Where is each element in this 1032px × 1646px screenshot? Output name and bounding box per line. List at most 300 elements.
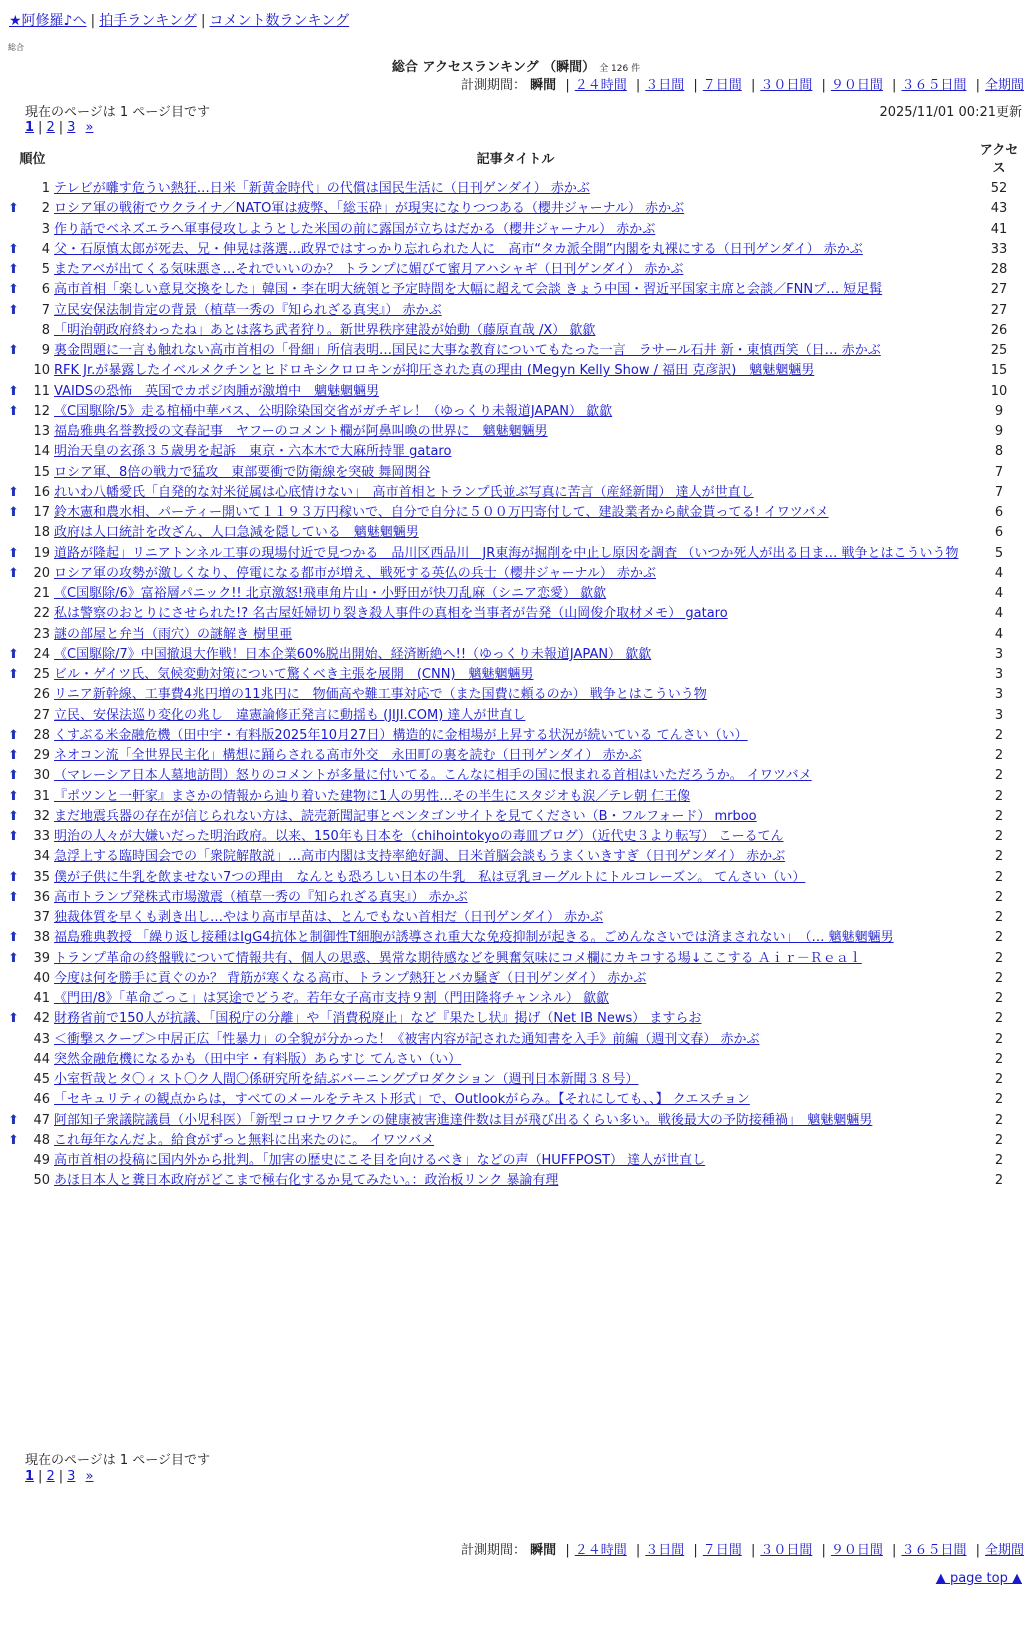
period-7d-link[interactable]: ７日間 <box>702 78 742 93</box>
table-row <box>8 726 1020 746</box>
pager-page-3[interactable]: 3 <box>67 1469 76 1484</box>
rank-number: 19 <box>33 545 51 561</box>
rank-number: 39 <box>33 950 51 966</box>
article-title-link[interactable]: 阿部知子衆議院議員（小児科医）「新型コロナワクチンの健康被害進達件数は目が飛び出るくらい多い。戦後最大の予防接種禍」 魑魅魍魎男 <box>54 1112 873 1128</box>
title-cell <box>53 928 978 948</box>
period-90d-link[interactable]: ９０日間 <box>830 78 883 93</box>
rank-change-cell <box>8 503 22 523</box>
access-count: 33 <box>990 241 1008 257</box>
article-title-link[interactable]: 鈴木憲和農水相、パーティー開いて１１９３万円稼いで、自分で自分に５００万円寄付して、建設業者から献金貰ってる! イワツバメ <box>54 505 829 521</box>
pager-page-3[interactable]: 3 <box>67 120 76 135</box>
rank-number: 17 <box>33 505 51 521</box>
access-count: 2 <box>994 1072 1004 1088</box>
article-title-link[interactable]: 突然金融危機になるかも（田中宇・有料版）あらすじ てんさい（い） <box>54 1051 462 1067</box>
article-title-link[interactable]: VAIDSの恐怖 英国でカポジ肉腫が激増中 魑魅魍魎男 <box>54 383 380 399</box>
title-cell <box>53 280 978 300</box>
rank-up-arrow-icon: ⬆ <box>8 484 19 500</box>
access-count: 2 <box>994 748 1004 764</box>
rank-number: 20 <box>33 565 51 581</box>
rank-number: 13 <box>33 424 51 440</box>
home-link[interactable]: ★阿修羅♪へ <box>9 13 87 29</box>
access-count: 25 <box>990 343 1008 359</box>
rank-up-arrow-icon: ⬆ <box>8 727 19 743</box>
rank-change-cell <box>8 220 22 240</box>
access-count: 4 <box>994 606 1004 622</box>
title-cell <box>53 868 978 888</box>
period-current: 瞬間 <box>530 1543 557 1558</box>
period-all-link[interactable]: 全期間 <box>984 1543 1024 1558</box>
table-row <box>8 645 1020 665</box>
rank-number: 30 <box>33 768 51 784</box>
rank-change-cell <box>8 1111 22 1131</box>
article-title-link[interactable]: 道路が隆起」リニアトンネル工事の現場付近で見つかる 品川区西品川 JR東海が掘削を中止し原因を調査 （いつか死人が出る日ま… 戦争とはこういう物 <box>54 545 959 561</box>
page-title-wrap <box>0 56 1032 75</box>
rank-change-cell <box>8 1151 22 1171</box>
article-title-link[interactable]: ＜衝撃スクープ＞中居正広「性暴力」の全貌が分かった！《被害内容が記された通知書を入手》前編（週刊文春） 赤かぶ <box>54 1031 760 1047</box>
pager-page-2[interactable]: 2 <box>46 120 55 135</box>
rank-up-arrow-icon: ⬆ <box>8 505 19 521</box>
period-label: 計測期間： <box>461 78 527 93</box>
period-30d-link[interactable]: ３０日間 <box>760 1543 813 1558</box>
period-all-link[interactable]: 全期間 <box>984 78 1024 93</box>
rank-header: 順位 <box>19 151 46 167</box>
title-cell <box>53 1090 978 1110</box>
rank-change-cell <box>8 1009 22 1029</box>
rank-number: 15 <box>33 464 51 480</box>
article-title-link[interactable]: 『ポツンと一軒家』まさかの情報から辿り着いた建物に1人の男性…その半生にスタジオも涙／テレ朝 仁王像 <box>54 788 691 804</box>
rank-number: 3 <box>41 221 51 237</box>
access-count: 2 <box>994 910 1004 926</box>
access-count: 9 <box>994 424 1004 440</box>
table-row <box>8 1090 1020 1110</box>
rank-change-cell <box>8 361 22 381</box>
rank-change-cell <box>8 1070 22 1090</box>
rank-up-arrow-icon: ⬆ <box>8 748 19 764</box>
period-30d-link[interactable]: ３０日間 <box>760 78 813 93</box>
article-title-link[interactable]: RFK Jr.が暴露したイベルメクチンとヒドロキシクロロキンが抑圧された真の理由 (Megyn Kelly Show / 福田 克彦訳) 魑魅魍魎男 <box>54 363 815 379</box>
rank-up-arrow-icon: ⬆ <box>8 343 19 359</box>
title-cell <box>53 260 978 280</box>
title-cell <box>53 726 978 746</box>
article-title-link[interactable]: 裏金問題に一言も触れない高市首相の「骨細」所信表明…国民に大事な教育についてもたった一言 ラサール石井 新・東慎西笑（日… 赤かぶ <box>54 343 881 359</box>
rank-change-cell <box>8 442 22 462</box>
title-cell <box>53 604 978 624</box>
article-title-link[interactable]: またアベが出てくる気味悪さ…それでいいのか？ トランプに媚びて蜜月アハシャギ（日刊ゲンダイ） 赤かぶ <box>54 262 684 278</box>
ranking-table <box>8 140 1020 1192</box>
access-count: 2 <box>994 869 1004 885</box>
rank-change-cell <box>8 199 22 219</box>
article-title-link[interactable]: ネオコン流「全世界民主化」構想に踊らされる高市外交 永田町の裏を読む（日刊ゲンダイ） 赤かぶ <box>54 748 642 764</box>
access-count: 26 <box>990 322 1008 338</box>
title-cell <box>53 402 978 422</box>
rank-change-cell <box>8 402 22 422</box>
access-count: 2 <box>994 930 1004 946</box>
table-row <box>8 827 1020 847</box>
table-row <box>8 1070 1020 1090</box>
access-count: 3 <box>994 667 1004 683</box>
title-cell <box>53 1070 978 1090</box>
table-row <box>8 706 1020 726</box>
rank-number: 25 <box>33 667 51 683</box>
article-title-link[interactable]: ビル・ゲイツ氏、気候変動対策について驚くべき主張を展開 (CNN) 魑魅魍魎男 <box>54 667 534 683</box>
access-count: 43 <box>990 201 1008 217</box>
table-row <box>8 989 1020 1009</box>
access-count: 2 <box>994 1153 1004 1169</box>
access-count: 15 <box>990 363 1008 379</box>
title-cell <box>53 321 978 341</box>
access-count: 2 <box>994 808 1004 824</box>
rank-change-cell <box>8 746 22 766</box>
rank-change-cell <box>8 1131 22 1151</box>
period-label: 計測期間： <box>461 1543 527 1558</box>
period-90d-link[interactable]: ９０日間 <box>830 1543 883 1558</box>
rank-up-arrow-icon: ⬆ <box>8 889 19 905</box>
access-count: 2 <box>994 788 1004 804</box>
title-cell <box>53 807 978 827</box>
pager-page-2[interactable]: 2 <box>46 1469 55 1484</box>
title-cell <box>53 199 978 219</box>
rank-change-cell <box>8 706 22 726</box>
title-cell <box>53 949 978 969</box>
period-365d-link[interactable]: ３６５日間 <box>901 1543 967 1558</box>
article-title-link[interactable]: 高市トランプ発株式市場激震（植草一秀の『知られざる真実』） 赤かぶ <box>54 889 468 905</box>
title-cell <box>53 1171 978 1191</box>
rank-change-cell <box>8 422 22 442</box>
article-title-link[interactable]: ロシア軍の攻勢が激しくなり、停電になる都市が増え、戦死する英仏の兵士（櫻井ジャーナル） 赤かぶ <box>54 565 657 581</box>
rank-up-arrow-icon: ⬆ <box>8 565 19 581</box>
access-count: 2 <box>994 970 1004 986</box>
rank-change-cell <box>8 847 22 867</box>
table-row <box>8 888 1020 908</box>
table-row <box>8 422 1020 442</box>
access-count: 2 <box>994 768 1004 784</box>
access-count: 2 <box>994 1011 1004 1027</box>
table-row <box>8 179 1020 199</box>
rank-change-cell <box>8 179 22 199</box>
article-title-link[interactable]: ロシア軍の戦術でウクライナ／NATO軍は疲弊、「総玉砕」が現実になりつつある（櫻井ジャーナル） 赤かぶ <box>54 201 685 217</box>
article-title-link[interactable]: 謎の部屋と弁当（雨穴）の謎解き 樹里亜 <box>54 626 293 642</box>
table-row <box>8 402 1020 422</box>
article-title-link[interactable]: テレビが囃す危うい熱狂…日米「新黄金時代」の代償は国民生活に（日刊ゲンダイ） 赤かぶ <box>54 181 590 197</box>
table-row <box>8 1131 1020 1151</box>
rank-change-cell <box>8 908 22 928</box>
access-count: 3 <box>994 687 1004 703</box>
article-title-link[interactable]: あほ日本人と糞日本政府がどこまで極右化するか見てみたい。：政治板リンク 暴論有理 <box>54 1173 559 1189</box>
rank-number: 8 <box>41 322 51 338</box>
table-row <box>8 807 1020 827</box>
period-24h-link[interactable]: ２４時間 <box>574 1543 627 1558</box>
title-cell <box>53 888 978 908</box>
period-24h-link[interactable]: ２４時間 <box>574 78 627 93</box>
rank-up-arrow-icon: ⬆ <box>8 282 19 298</box>
article-title-link[interactable]: 独裁体質を早くも剥き出し…やはり高市早苗は、とんでもない首相だ（日刊ゲンダイ） 赤かぶ <box>54 910 604 926</box>
rank-change-cell <box>8 544 22 564</box>
rank-change-cell <box>8 928 22 948</box>
title-cell <box>53 240 978 260</box>
access-header: アクセス <box>979 143 1019 176</box>
title-cell <box>53 483 978 503</box>
table-row <box>8 584 1020 604</box>
article-title-link[interactable]: 政府は人口統計を改ざん、人口急減を隠している 魑魅魍魎男 <box>54 525 419 541</box>
title-header: 記事タイトル <box>476 151 555 167</box>
title-cell <box>53 1050 978 1070</box>
rank-number: 1 <box>41 181 51 197</box>
article-title-link[interactable]: （マレーシア日本人墓地訪問）怒りのコメントが多量に付いてる。こんなに相手の国に恨まれる首相はいただろうか。 イワツバメ <box>54 768 812 784</box>
rank-up-arrow-icon: ⬆ <box>8 241 19 257</box>
table-row <box>8 321 1020 341</box>
clap-ranking-link[interactable]: 拍手ランキング <box>99 13 197 29</box>
pager-page-1[interactable]: 1 <box>25 120 35 135</box>
rank-change-cell <box>8 240 22 260</box>
rank-up-arrow-icon: ⬆ <box>8 1132 19 1148</box>
rank-number: 36 <box>33 889 51 905</box>
rank-up-arrow-icon: ⬆ <box>8 667 19 683</box>
rank-change-cell <box>8 584 22 604</box>
article-title-link[interactable]: 作り話でベネズエラへ軍事侵攻しようとした米国の前に露国が立ちはだかる（櫻井ジャーナル） 赤かぶ <box>54 221 656 237</box>
rank-change-cell <box>8 523 22 543</box>
article-title-link[interactable]: 明治の人々が大嫌いだった明治政府。以来、150年も日本を（chihointokyoの毒皿ブログ）（近代史３より転写） こーるてん <box>54 829 784 845</box>
article-title-link[interactable]: 今度は何を勝手に貢ぐのか？ 背筋が寒くなる高市、トランプ熱狂とバカ騒ぎ（日刊ゲンダイ） 赤かぶ <box>54 970 647 986</box>
rank-number: 43 <box>33 1031 51 1047</box>
article-title-link[interactable]: 急浮上する臨時国会での「衆院解散説」…高市内閣は支持率絶好調、日米首脳会談もうまくいきすぎ（日刊ゲンダイ） 赤かぶ <box>54 849 786 865</box>
rank-change-cell <box>8 969 22 989</box>
page-status-top: 現在のページは 1 ページ目です <box>25 105 211 120</box>
table-row <box>8 665 1020 685</box>
table-row <box>8 220 1020 240</box>
table-row <box>8 341 1020 361</box>
rank-change-cell <box>8 463 22 483</box>
table-row <box>8 908 1020 928</box>
table-row <box>8 1111 1020 1131</box>
rank-change-cell <box>8 483 22 503</box>
table-row <box>8 1151 1020 1171</box>
access-count: 2 <box>994 1112 1004 1128</box>
rank-number: 18 <box>33 525 51 541</box>
rank-up-arrow-icon: ⬆ <box>8 829 19 845</box>
category-small-label: 総合 <box>8 43 24 52</box>
rank-number: 49 <box>33 1153 51 1169</box>
article-title-link[interactable]: 私は警察のおとりにさせられた!? 名古屋妊婦切り裂き殺人事件の真相を当事者が告発（山岡俊介取材メモ） gataro <box>54 606 728 622</box>
article-title-link[interactable]: 父・石原慎太郎が死去、兄・伸晃は落選…政界ではすっかり忘れられた人に 高市“タカ派全開”内閣を丸裸にする（日刊ゲンダイ） 赤かぶ <box>54 241 863 257</box>
article-title-link[interactable]: ロシア軍、8倍の戦力で猛攻 東部要衝で防衛線を突破 舞岡関谷 <box>54 464 431 480</box>
title-cell <box>53 1009 978 1029</box>
table-row <box>8 260 1020 280</box>
rank-number: 31 <box>33 788 51 804</box>
rank-change-cell <box>8 280 22 300</box>
table-row <box>8 240 1020 260</box>
access-count: 10 <box>990 383 1008 399</box>
rank-number: 2 <box>41 201 51 217</box>
title-cell <box>53 969 978 989</box>
title-cell <box>53 179 978 199</box>
rank-change-cell <box>8 260 22 280</box>
rank-number: 26 <box>33 687 51 703</box>
title-cell <box>53 503 978 523</box>
table-row <box>8 1050 1020 1070</box>
updated-timestamp: 2025/11/01 00:21更新 <box>879 105 1022 120</box>
title-cell <box>53 685 978 705</box>
rank-up-arrow-icon: ⬆ <box>8 201 19 217</box>
rank-number: 6 <box>41 282 51 298</box>
nav-separator: | <box>200 13 206 29</box>
rank-change-cell <box>8 787 22 807</box>
article-title-link[interactable]: 「セキュリティの観点からは，すべてのメールをテキスト形式」で、Outlookがらみ。【それにしても、、】 クエスチョン <box>54 1092 750 1108</box>
rank-number: 29 <box>33 748 51 764</box>
title-cell <box>53 1151 978 1171</box>
article-title-link[interactable]: まだ地震兵器の存在が信じられない方は、読売新聞記事とペンタゴンサイトを見てください（B・フルフォード） mrboo <box>54 808 757 824</box>
title-cell <box>53 584 978 604</box>
rank-number: 34 <box>33 849 51 865</box>
access-count: 2 <box>994 991 1004 1007</box>
access-count: 4 <box>994 565 1004 581</box>
rank-up-arrow-icon: ⬆ <box>8 1011 19 1027</box>
rank-number: 5 <box>41 262 51 278</box>
title-cell <box>53 422 978 442</box>
rank-change-cell <box>8 1050 22 1070</box>
table-row <box>8 523 1020 543</box>
rank-number: 23 <box>33 626 51 642</box>
title-cell <box>53 341 978 361</box>
pager-next[interactable]: » <box>85 1469 94 1484</box>
rank-change-cell <box>8 382 22 402</box>
article-title-link[interactable]: トランプ革命の終盤戦について情報共有、個人の思惑、異常な期待感などを興奮気味にコメ欄にカキコする場↓ここする Ａｉｒ－Ｒｅａｌ <box>54 950 862 966</box>
table-row <box>8 685 1020 705</box>
rank-number: 45 <box>33 1072 51 1088</box>
table-row <box>8 544 1020 564</box>
period-current: 瞬間 <box>530 78 557 93</box>
title-cell <box>53 706 978 726</box>
rank-up-arrow-icon: ⬆ <box>8 768 19 784</box>
article-title-link[interactable]: 福島雅典名誉教授の文春記事 ヤフーのコメント欄が阿鼻叫喚の世界に 魑魅魍魎男 <box>54 424 548 440</box>
access-count: 2 <box>994 829 1004 845</box>
access-count: 2 <box>994 1092 1004 1108</box>
access-count: 7 <box>994 484 1004 500</box>
pager-bottom: 1 | 2 | 3 » <box>25 1469 94 1484</box>
pager-page-1[interactable]: 1 <box>25 1469 35 1484</box>
access-count: 4 <box>994 586 1004 602</box>
access-count: 27 <box>990 282 1008 298</box>
article-title-link[interactable]: 明治天皇の玄孫３５歳男を起訴 東京・六本木で大麻所持罪 gataro <box>54 444 452 460</box>
table-header-row <box>8 140 1020 179</box>
title-cell <box>53 766 978 786</box>
page-title: 総合 アクセスランキング （瞬間） <box>391 60 596 75</box>
period-365d-link[interactable]: ３６５日間 <box>901 78 967 93</box>
title-cell <box>53 1131 978 1151</box>
article-title-link[interactable]: くすぶる米金融危機（田中宇・有料版2025年10月27日）構造的に金相場が上昇する状況が続いている てんさい（い） <box>54 727 748 743</box>
access-count: 5 <box>994 545 1004 561</box>
table-row <box>8 1030 1020 1050</box>
title-cell <box>53 301 978 321</box>
article-title-link[interactable]: 財務省前で150人が抗議、「国税庁の分離」や「消費税廃止」など『果たし状』掲げ（Net IB News） ますらお <box>54 1011 702 1027</box>
rank-change-cell <box>8 868 22 888</box>
period-7d-link[interactable]: ７日間 <box>702 1543 742 1558</box>
access-count: 28 <box>990 262 1008 278</box>
rank-change-cell <box>8 321 22 341</box>
article-title-link[interactable]: リニア新幹線、工事費4兆円増の11兆円に 物価高や難工事対応で（また国費に頼るのか） 戦争とはこういう物 <box>54 687 707 703</box>
rank-number: 48 <box>33 1132 51 1148</box>
rank-number: 32 <box>33 808 51 824</box>
article-title-link[interactable]: 「明治朝政府終わったね」あとは落ち武者狩り。新世界秩序建設が始動（藤原直哉 /X） 歙歙 <box>54 322 596 338</box>
table-row <box>8 361 1020 381</box>
period-3d-link[interactable]: ３日間 <box>645 1543 685 1558</box>
title-cell <box>53 564 978 584</box>
article-title-link[interactable]: 《C国駆除/7》中国撤退大作戦！日本企業60%脱出開始、経済断絶へ!!（ゆっくり未報道JAPAN） 歙歙 <box>54 646 652 662</box>
rank-up-arrow-icon: ⬆ <box>8 646 19 662</box>
pager-next[interactable]: » <box>85 120 94 135</box>
rank-number: 4 <box>41 241 51 257</box>
page-top-link[interactable]: ▲ page top ▲ <box>935 1571 1022 1586</box>
rank-number: 16 <box>33 484 51 500</box>
rank-up-arrow-icon: ⬆ <box>8 788 19 804</box>
rank-up-arrow-icon: ⬆ <box>8 383 19 399</box>
comment-ranking-link[interactable]: コメント数ランキング <box>209 13 350 29</box>
rank-number: 21 <box>33 586 51 602</box>
table-row <box>8 868 1020 888</box>
table-row <box>8 280 1020 300</box>
rank-up-arrow-icon: ⬆ <box>8 930 19 946</box>
table-row <box>8 787 1020 807</box>
table-row <box>8 301 1020 321</box>
rank-up-arrow-icon: ⬆ <box>8 950 19 966</box>
rank-up-arrow-icon: ⬆ <box>8 545 19 561</box>
rank-number: 37 <box>33 910 51 926</box>
article-title-link[interactable]: 小室哲哉とタ〇ィスト〇ク人間〇係研究所を結ぶバーニングプロダクション（週刊日本新聞３８号） <box>54 1072 639 1088</box>
rank-change-cell <box>8 685 22 705</box>
article-title-link[interactable]: 《C国駆除/5》走る棺桶中華バス、公明除染国交省がガチギレ！（ゆっくり未報道JAPAN） 歙歙 <box>54 403 613 419</box>
article-title-link[interactable]: 福島雅典教授 「繰り返し接種はIgG4抗体と制御性T細胞が誘導され重大な免疫抑制が起きる。ごめんなさいでは済まされない」 （… 魑魅魍魎男 <box>54 930 894 946</box>
article-title-link[interactable]: 僕が子供に牛乳を飲ませない7つの理由 なんとも恐ろしい日本の牛乳 私は豆乳ヨーグルトにトルコレーズン。 てんさい（い） <box>54 869 806 885</box>
article-title-link[interactable]: 高市首相の投稿に国内外から批判。「加害の歴史にこそ目を向けるべき」などの声（HUFFPOST） 達人が世直し <box>54 1153 706 1169</box>
period-3d-link[interactable]: ３日間 <box>645 78 685 93</box>
table-row <box>8 382 1020 402</box>
article-title-link[interactable]: 立民、安保法巡り変化の兆し 違憲論修正発言に動揺も (JIJI.COM) 達人が世直し <box>54 707 526 723</box>
rank-change-cell <box>8 665 22 685</box>
table-row <box>8 847 1020 867</box>
rank-change-cell <box>8 564 22 584</box>
access-count: 52 <box>990 181 1008 197</box>
article-title-link[interactable]: 《門田/8》「革命ごっこ」は冥途でどうぞ。若年女子高市支持９割（門田隆将チャンネル） 歙歙 <box>54 991 609 1007</box>
article-title-link[interactable]: これ毎年なんだよ。給食がずっと無料に出来たのに。 イワツバメ <box>54 1132 435 1148</box>
rank-change-cell <box>8 625 22 645</box>
rank-number: 14 <box>33 444 51 460</box>
table-row <box>8 503 1020 523</box>
page-status-bottom: 現在のページは 1 ページ目です <box>25 1453 211 1468</box>
table-row <box>8 442 1020 462</box>
title-cell <box>53 625 978 645</box>
title-cell <box>53 1030 978 1050</box>
rank-number: 38 <box>33 930 51 946</box>
article-title-link[interactable]: れいわ八幡愛氏「自発的な対米従属は心底情けない」 高市首相とトランプ氏並ぶ写真に苦言（産経新聞） 達人が世直し <box>54 484 754 500</box>
title-cell <box>53 827 978 847</box>
period-selector-top: 計測期間： 瞬間 | ２４時間 | ３日間 | ７日間 | ３０日間 | ９０日間 | ３６５日間 | 全期間 <box>461 78 1024 93</box>
rank-change-cell <box>8 604 22 624</box>
rank-change-cell <box>8 888 22 908</box>
article-title-link[interactable]: 立民安保法制肯定の背景（植草一秀の『知られざる真実』） 赤かぶ <box>54 302 442 318</box>
title-cell <box>53 442 978 462</box>
rank-number: 28 <box>33 727 51 743</box>
access-count: 7 <box>994 464 1004 480</box>
access-count: 41 <box>990 221 1008 237</box>
access-count: 3 <box>994 646 1004 662</box>
article-title-link[interactable]: 《C国駆除/6》富裕層パニック!! 北京激怒!飛車角片山・小野田が快刀乱麻（シニア恋愛） 歙歙 <box>54 586 607 602</box>
table-row <box>8 564 1020 584</box>
access-count: 2 <box>994 849 1004 865</box>
rank-change-cell <box>8 726 22 746</box>
rank-number: 40 <box>33 970 51 986</box>
access-count: 2 <box>994 889 1004 905</box>
title-cell <box>53 989 978 1009</box>
article-title-link[interactable]: 高市首相「楽しい意見交換をした」韓国・李在明大統領と予定時間を大幅に超えて会談 きょう中国・習近平国家主席と会談／FNNプ… 短足髯 <box>54 282 883 298</box>
